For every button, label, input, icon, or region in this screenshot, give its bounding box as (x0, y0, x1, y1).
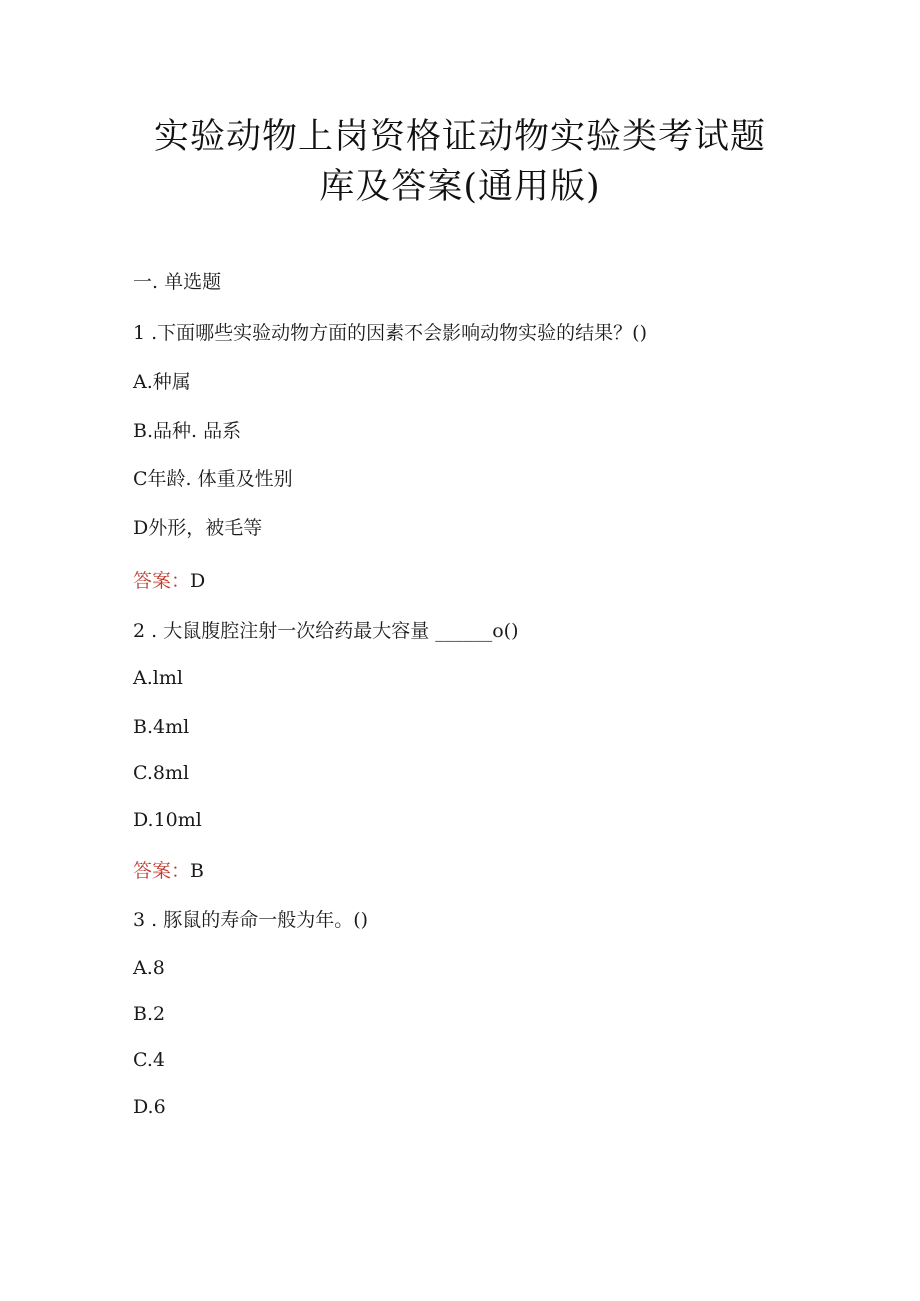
question-2-answer (133, 859, 204, 883)
question-2-option-a: A.lml (133, 667, 183, 689)
question-2-option-d: D.10ml (133, 809, 202, 831)
question-3-option-c: C.4 (133, 1049, 165, 1071)
title-line-1: 实验动物上岗资格证动物实验类考试题 (153, 117, 766, 157)
question-1-stem: 1 .下面哪些实验动物方面的因素不会影响动物实验的结果？() (133, 322, 647, 344)
question-2-stem: 2 . 大鼠腹腔注射一次给药最大容量 ______o() (133, 620, 519, 642)
question-1-answer (133, 569, 205, 593)
title-line-2: 库及答案(通用版) (319, 167, 601, 207)
question-3-option-b: B.2 (133, 1003, 166, 1025)
answer-value: D (190, 570, 206, 592)
question-1-option-a: A.种属 (133, 371, 191, 393)
question-2-option-b: B.4ml (133, 716, 190, 738)
answer-value: B (190, 860, 204, 882)
answer-label: 答案： (133, 860, 191, 882)
answer-label: 答案： (133, 570, 191, 592)
section-heading: 一. 单选题 (133, 271, 222, 293)
question-3-option-d: D.6 (133, 1096, 166, 1118)
question-1-option-d: D外形，被毛等 (133, 517, 263, 539)
question-1-option-b: B.品种. 品系 (133, 420, 242, 442)
document-title (0, 112, 920, 212)
question-1-option-c: C年龄. 体重及性别 (133, 468, 293, 490)
question-3-stem: 3 . 豚鼠的寿命一般为年。() (133, 909, 369, 931)
question-3-option-a: A.8 (133, 957, 165, 979)
question-2-option-c: C.8ml (133, 762, 190, 784)
